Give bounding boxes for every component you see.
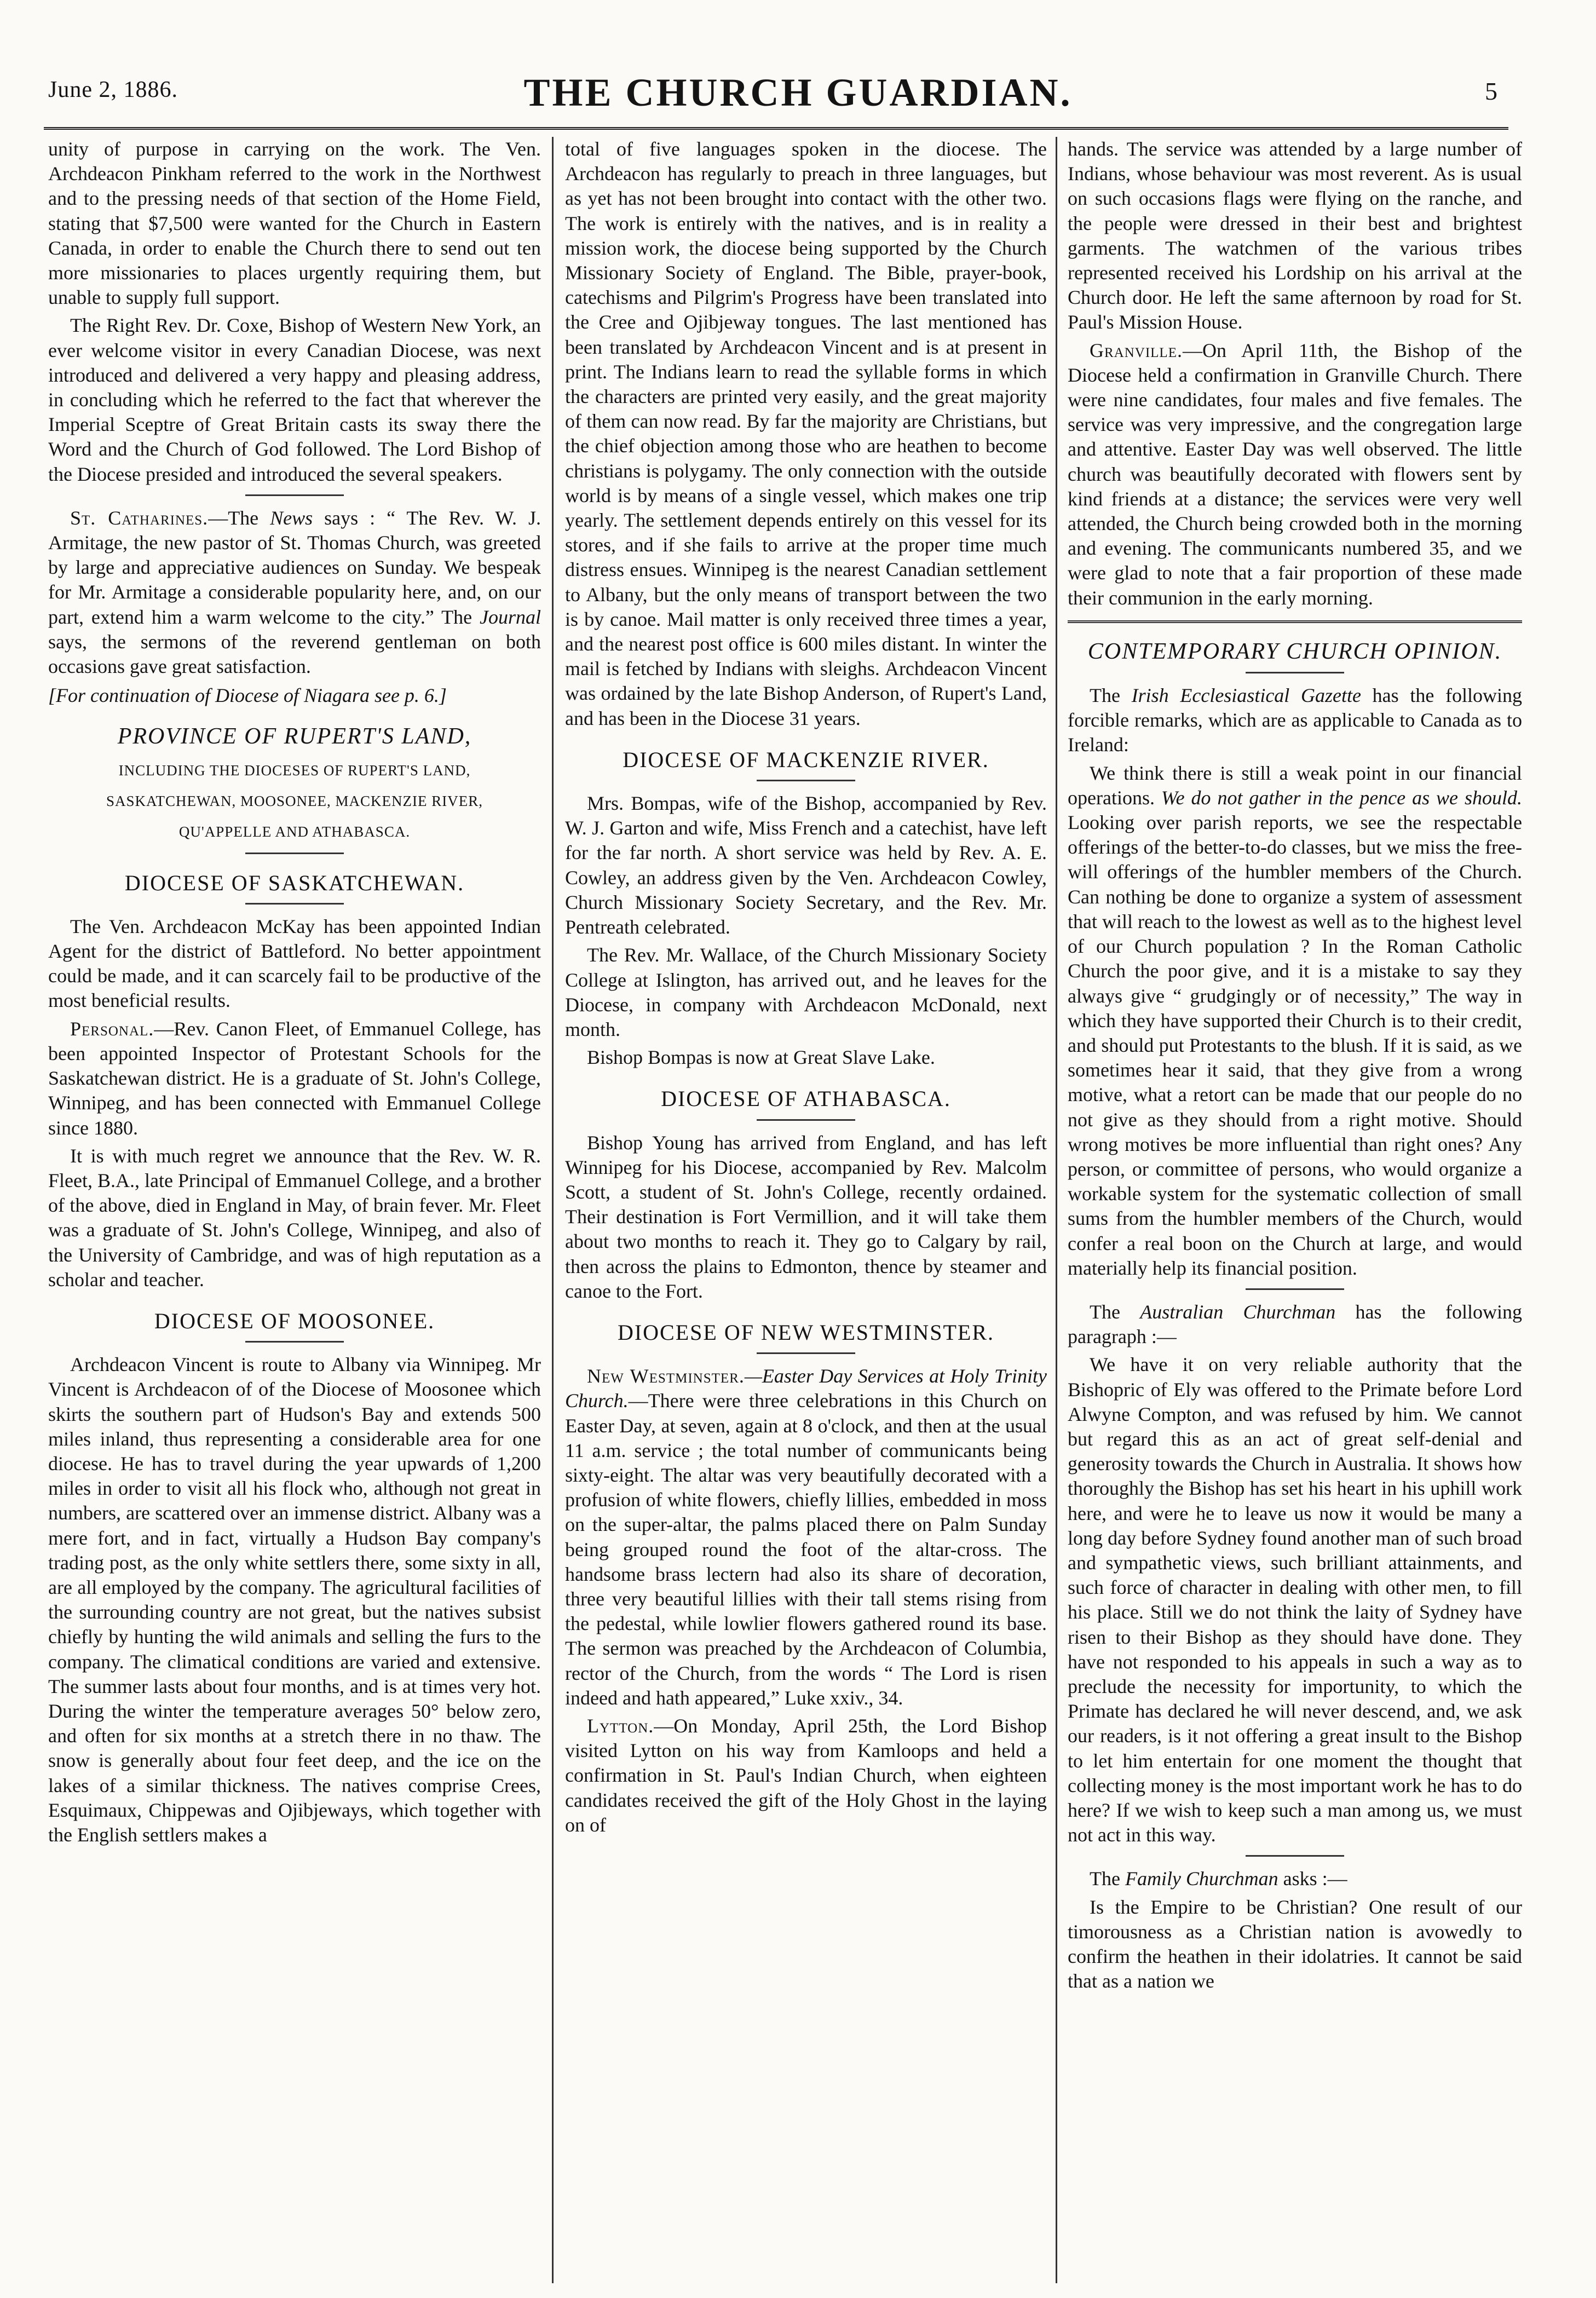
paragraph: [565, 1364, 1047, 1710]
text-run: The: [1090, 1868, 1125, 1890]
text-run: Looking over parish reports, we see the respectable offerings of the better-to-do classes, but we miss the free-will offerings of the humbler members of the Church. Can nothing be done to organize a system of assessment that will reach to the lowest as well as to the highest level of our Church population ? In the Roman Catholic Church the poor give, and it is a mistake to say they always give “ grudgingly or of necessity,” The way in which they have supported their Church is to their credit, and should put Protestants to the blush. If it is said, as we sometimes hear it said, that they give from a wrong motive, what a retort can be made that our people do no not give as they should from a right motive. Should wrong motives be more influential than right ones? Any person, or committee of persons, who would organize a workable system for the systematic collection of small sums from the humbler members of the Church, would confer a real boon on the Church at large, and would materially help its financial position.: [1068, 811, 1522, 1279]
section-rule: [245, 853, 344, 854]
page-header: [0, 0, 1596, 137]
issue-date: June 2, 1886.: [48, 77, 178, 102]
text-run: We think there is still a weak point in our financial operations.: [1068, 762, 1522, 809]
run-in-head: St. Catharines.: [70, 506, 209, 529]
run-in-subject: —Easter Day Services at Holy Trinity Church.: [565, 1365, 1047, 1412]
text-run: —There were three celebrations in this Church on Easter Day, at seven, again at 8 o'clock, and then at the usual 11 a.m. service ; the total number of communicants being sixty-eight. The altar was very beautifully decorated with a profusion of white flowers, chiefly lillies, embedded in moss on the super-altar, the palms placed there on Palm Sunday being grouped round the foot of the altar-cross. The handsome brass lectern had also its share of decoration, three very beautiful lillies with their tall stems rising from the pedestal, while lowlier flowers gathered round its base. The sermon was preached by the Archdeacon of Columbia, rector of the Church, from the words “ The Lord is risen indeed and hath appeared,” Luke xxiv., 34.: [565, 1390, 1047, 1709]
text-run: —Rev. Canon Fleet, of Emmanuel College, has been appointed Inspector of Protestant Schools for the Saskatchewan district. He is a graduate of St. John's College, Winnipeg, and has been connected with Emmanuel College since 1880.: [48, 1017, 541, 1139]
section-heading: DIOCESE OF MACKENZIE RIVER.: [623, 747, 989, 772]
paragraph: hands. The service was attended by a large number of Indians, whose behaviour was most reverent. As is usual on such occasions flags were flying on the ranche, and the people were dressed in their best and brightest garments. The watchmen of the various tribes represented received his Lordship on his arrival at the Church door. He left the same afternoon by road for St. Paul's Mission House.: [1068, 138, 1522, 333]
text-run: —On April 11th, the Bishop of the Diocese held a confirmation in Granville Church. There were nine candidates, four males and five females. The service was very impressive, and the congregation large and attentive. Easter Day was well observed. The little church was beautifully decorated with flowers sent by kind friends at a distance; the services were very well attended, the Church being crowded both in the morning and evening. The communicants numbered 35, and we were glad to note that a fair proportion of these made their communion in the early morning.: [1068, 339, 1522, 609]
paragraph: Bishop Young has arrived from England, and has left Winnipeg for his Diocese, accompanied by Rev. Malcolm Scott, a student of St. John's College, recently ordained. Their destination is Fort Vermillion, and it will take them about two months to reach it. They go to Calgary by rail, then across the plains to Edmonton, thence by steamer and canoe to the Fort.: [565, 1131, 1047, 1302]
run-in-head: Granville.: [1090, 339, 1183, 361]
section-heading: PROVINCE OF RUPERT'S LAND,: [117, 724, 472, 750]
paragraph: It is with much regret we announce that the Rev. W. R. Fleet, B.A., late Principal of Emmanuel College, and a brother of the above, died in England in May, of brain fever. Mr. Fleet was a graduate of St. John's College, Winnipeg, and also of the University of Cambridge, and was of high reputation as a scholar and teacher.: [48, 1144, 541, 1291]
text-run: —The: [208, 506, 270, 529]
column-divider-2: [1056, 137, 1057, 2283]
section-rule: [757, 780, 855, 781]
column-divider-1: [552, 137, 554, 2283]
publication-name: Australian Churchman: [1140, 1300, 1336, 1323]
section-heading: DIOCESE OF MOOSONEE.: [154, 1308, 435, 1333]
paragraph: [1068, 338, 1522, 611]
text-run: The: [1090, 684, 1132, 707]
section-rule: [245, 1341, 344, 1343]
section-heading: DIOCESE OF SASKATCHEWAN.: [124, 870, 465, 895]
section-rule: [1246, 1288, 1344, 1290]
paragraph: [1068, 683, 1522, 758]
paragraph: The Right Rev. Dr. Coxe, Bishop of Western New York, an ever welcome visitor in every Canadian Diocese, was next introduced and delivered a very happy and pleasing address, in concluding which he referred to the fact that wherever the Imperial Sceptre of Great Britain casts its sway there the Word and the Church of God followed. The Lord Bishop of the Diocese presided and introduced the several speakers.: [48, 314, 541, 485]
header-rule: [44, 127, 1508, 130]
run-in-head: New Westminster.: [587, 1365, 745, 1387]
paragraph: The Ven. Archdeacon McKay has been appointed Indian Agent for the district of Battleford. No better appointment could be made, and it can scarcely fail to be productive of the most beneficial results.: [48, 915, 541, 1012]
paragraph: Is the Empire to be Christian? One result of our timorousness as a Christian nation is avowedly to confirm the heathen in their idolatries. It cannot be said that as a nation we: [1068, 1896, 1522, 1992]
paragraph: [1068, 1867, 1522, 1891]
run-in-head: Personal.: [70, 1017, 154, 1040]
text-run: The: [1090, 1300, 1140, 1323]
paragraph: We have it on very reliable authority that the Bishopric of Ely was offered to the Primate before Lord Alwyne Compton, and was refused by him. We cannot but regard this as an act of great self-denial and generosity towards the Church in Australia. It shows how thoroughly the Bishop has set his heart in his uphill work here, and were he to leave us now it would be many a long day before Sydney found another man of such broad and sympathetic views, such brilliant attainments, and such force of character in dealing with other men, to fill his place. Still we do not think the laity of Sydney have risen to their Bishop as they should have done. They have not responded to his appeals in such a way as to preclude the necessity for importunity, to which the Primate has declared he will never descend, and, we ask our readers, is it not offering a great insult to the Bishop to let him entertain for one moment the thought that collecting money is the most important work he has to do here? If we wish to keep such a man among us, we must not act in this way.: [1068, 1354, 1522, 1846]
section-heading: DIOCESE OF ATHABASCA.: [661, 1086, 951, 1111]
emphasis: We do not gather in the pence as we should.: [1161, 786, 1522, 809]
section-subheading: INCLUDING THE DIOCESES OF RUPERT'S LAND,: [118, 762, 471, 779]
section-rule: [1068, 620, 1522, 623]
section-heading: DIOCESE OF NEW WESTMINSTER.: [617, 1320, 995, 1345]
section-rule: [245, 494, 344, 496]
paragraph: total of five languages spoken in the diocese. The Archdeacon has regularly to preach in three languages, but as yet has not been brought into contact with the other two. The work is entirely with the natives, and is in reality a mission work, the diocese being supported by the Church Missionary Society of England. The Bible, prayer-book, catechisms and Pilgrim's Progress have been translated into the Cree and Ojibjeway tongues. The last mentioned has been translated by Archdeacon Vincent and is at present in print. The Indians learn to read the syllable forms in which the characters are printed very easily, and the great majority of them can now read. By far the majority are Christians, but the chief objection among those who are heathen to become christians is polygamy. The only connection with the outside world is by means of a single vessel, which makes one trip yearly. The settlement depends entirely on this vessel for its stores, and if she fails to arrive at the proper time much distress ensues. Winnipeg is the nearest Canadian settlement to Albany, but the only means of transport between the two is by canoe. Mail matter is only received three times a year, and the nearest post office is 600 miles distant. In winter the mail is fetched by Indians with sleighs. Archdeacon Vincent was ordained by the late Bishop Anderson, of Rupert's Land, and has been in the Diocese 31 years.: [565, 138, 1047, 729]
text-run: says : “ The Rev. W. J. Armitage, the new pastor of St. Thomas Church, was greeted by large and appreciative audiences on Sunday. We bespeak for Mr. Armitage a considerable popularity here, and, on our part, extend him a warm welcome to the city.” The: [48, 506, 541, 628]
publication-name: News: [270, 506, 313, 529]
text-run: asks :—: [1278, 1868, 1347, 1890]
section-rule: [245, 903, 344, 905]
column-1: [48, 137, 541, 2283]
section-heading: CONTEMPORARY CHURCH OPINION.: [1087, 638, 1502, 664]
section-subheading: SASKATCHEWAN, MOOSONEE, MACKENZIE RIVER,: [106, 792, 483, 809]
paragraph: [1068, 1300, 1522, 1349]
column-2: [565, 137, 1047, 2283]
publication-name: Family Churchman: [1125, 1868, 1278, 1890]
newspaper-title: THE CHURCH GUARDIAN.: [523, 71, 1073, 114]
text-run: has the following forcible remarks, which are as applicable to Canada as to Ireland:: [1068, 684, 1522, 756]
section-rule: [1246, 1855, 1344, 1857]
paragraph: The Rev. Mr. Wallace, of the Church Missionary Society College at Islington, has arrived out, and he leaves for the Diocese, in company with Archdeacon McDonald, next month.: [565, 944, 1047, 1040]
paragraph: Mrs. Bompas, wife of the Bishop, accompanied by Rev. W. J. Garton and wife, Miss French and a catechist, have left for the far north. A short service was held by Rev. A. E. Cowley, an address given by the Ven. Archdeacon Cowley, Church Missionary Society Secretary, and the Rev. Mr. Pentreath celebrated.: [565, 792, 1047, 938]
paragraph: Bishop Bompas is now at Great Slave Lake.: [587, 1046, 935, 1069]
paragraph: [565, 1714, 1047, 1838]
section-rule: [757, 1352, 855, 1354]
continuation-note: [For continuation of Diocese of Niagara see p. 6.]: [48, 684, 447, 707]
publication-name: Journal: [480, 606, 541, 628]
page-number: 5: [1485, 77, 1497, 105]
paragraph: [1068, 761, 1522, 1281]
text-run: has the following paragraph :—: [1068, 1300, 1522, 1348]
section-rule: [757, 1119, 855, 1121]
section-rule: [1246, 672, 1344, 673]
text-run: says, the sermons of the reverend gentleman on both occasions gave great satisfaction.: [48, 630, 541, 678]
publication-name: Irish Ecclesiastical Gazette: [1131, 684, 1361, 707]
paragraph: [48, 506, 541, 679]
section-subheading: QU'APPELLE AND ATHABASCA.: [178, 823, 411, 840]
paragraph: Archdeacon Vincent is route to Albany via Winnipeg. Mr Vincent is Archdeacon of of the Diocese of Moosonee which skirts the southern part of Hudson's Bay and extends 500 miles inland, thus representing a considerable area for one diocese. He has to travel during the year upwards of 1,200 miles in order to visit all his flock who, although not great in numbers, are scattered over an immense district. Albany was a mere fort, and in fact, virtually a Hudson Bay company's trading post, as the only white settlers there, some sixty in all, are all employed by the company. The agricultural facilities of the surrounding country are not great, but the natives subsist chiefly by hunting the wild animals and selling the furs to the company. The climatical conditions are varied and extensive. The summer lasts about four months, and is at times very hot. During the winter the temperature averages 50° below zero, and often for six months at a stretch there in no thaw. The snow is generally about four feet deep, and the ice on the lakes of a similar thickness. The natives comprise Crees, Esquimaux, Chippewas and Ojibjeways, which together with the English settlers makes a: [48, 1354, 541, 1846]
paragraph: unity of purpose in carrying on the work. The Ven. Archdeacon Pinkham referred to the work in the Northwest and to the pressing needs of that section of the Home Field, stating that $7,500 were wanted for the Church in Eastern Canada, in order to enable the Church there to send out ten more missionaries to places urgently requiring them, but unable to supply full support.: [48, 138, 541, 309]
run-in-head: Lytton.: [587, 1714, 654, 1737]
paragraph: [48, 1017, 541, 1141]
text-run: —On Monday, April 25th, the Lord Bishop visited Lytton on his way from Kamloops and held a confirmation in St. Paul's Indian Church, when eighteen candidates received the gift of the Holy Ghost in the laying on of: [565, 1714, 1047, 1836]
column-3: [1068, 137, 1522, 2283]
